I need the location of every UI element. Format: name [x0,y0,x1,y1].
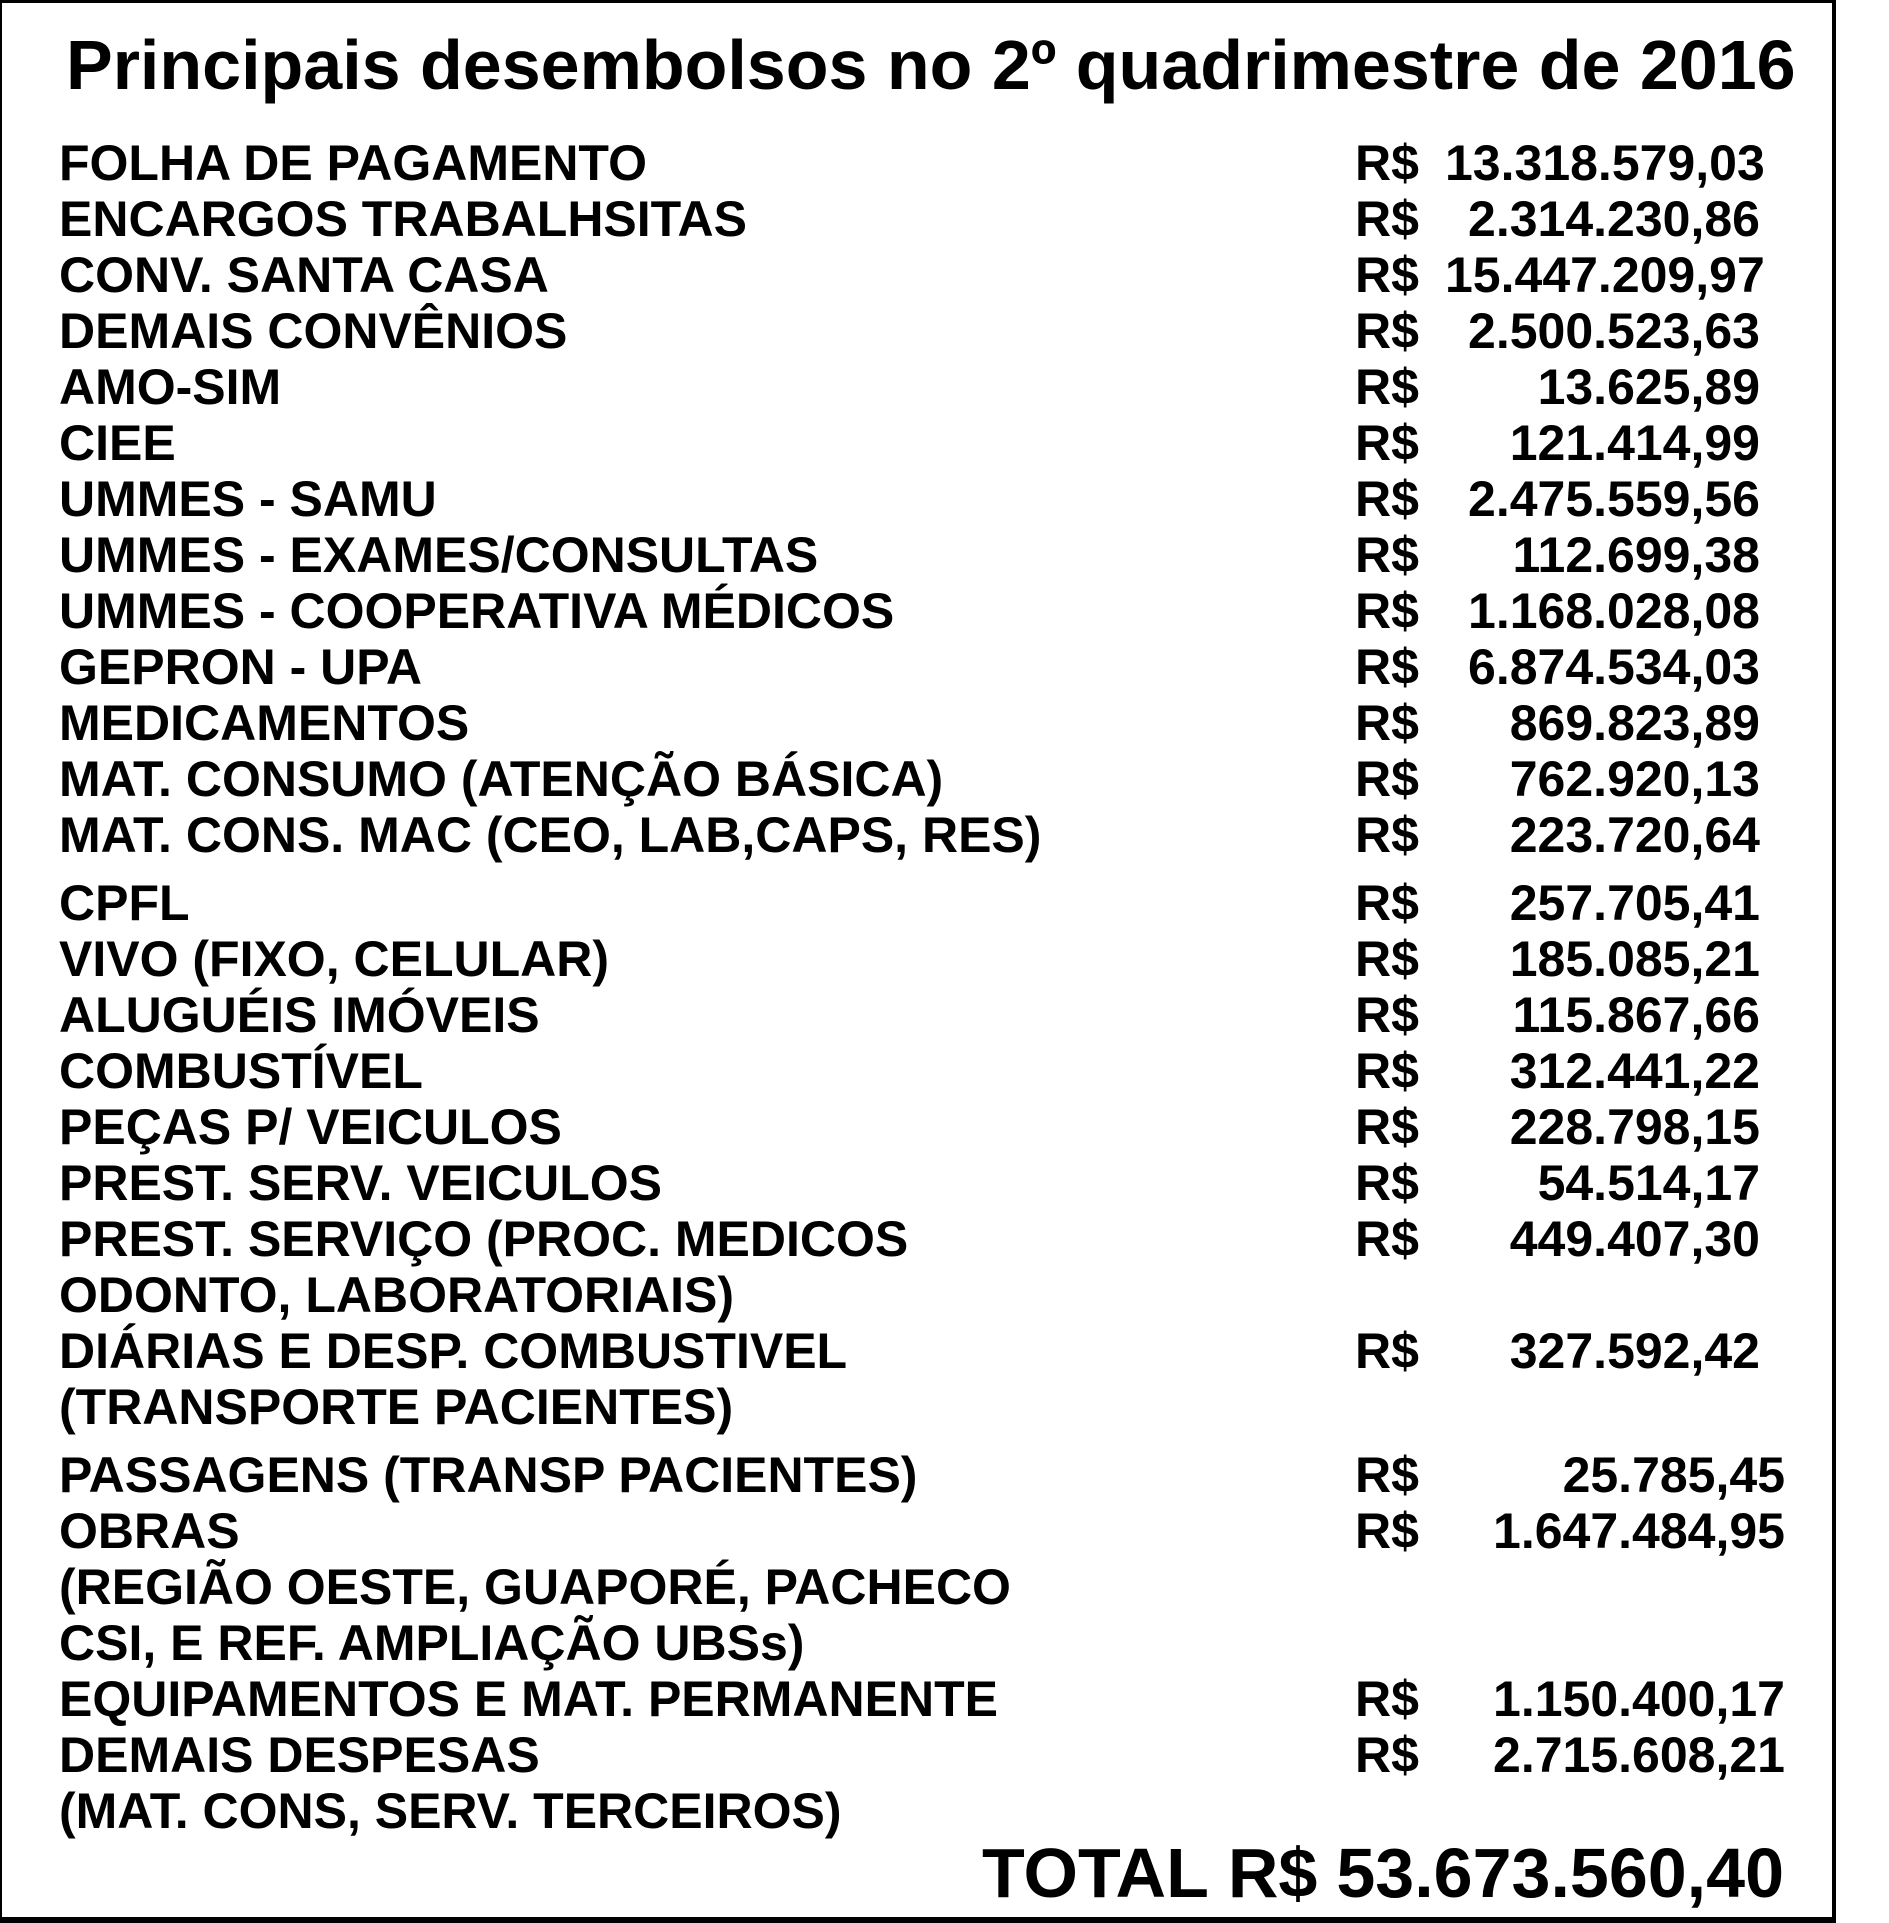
currency-symbol: R$ [1355,875,1419,931]
expense-value: 449.407,30 [1509,1211,1760,1267]
expense-label [59,695,1355,751]
expense-value: 1.168.028,08 [1468,583,1760,639]
currency-symbol: R$ [1355,471,1419,527]
currency-symbol: R$ [1355,1671,1419,1727]
expense-value: 1.647.484,95 [1493,1503,1785,1559]
expense-label-line: CPFL [59,875,190,931]
currency-symbol: R$ [1355,931,1419,987]
currency-symbol: R$ [1355,987,1419,1043]
currency-symbol: R$ [1355,191,1419,247]
expense-label-line: FOLHA DE PAGAMENTO [59,135,647,191]
expense-label [59,247,1355,303]
expense-label-line: GEPRON - UPA [59,639,422,695]
expense-label-line: DEMAIS CONVÊNIOS [59,303,568,359]
expense-label-line: COMBUSTÍVEL [59,1043,423,1099]
expense-value: 121.414,99 [1509,415,1760,471]
expense-label [59,135,1355,191]
expense-value: 1.150.400,17 [1493,1671,1785,1727]
table-row [2,875,1832,931]
expense-label [59,751,1355,807]
currency-symbol: R$ [1355,247,1419,303]
expense-label-line: CIEE [59,415,176,471]
expense-label-line: ENCARGOS TRABALHSITAS [59,191,747,247]
expense-value: 13.625,89 [1537,359,1760,415]
expense-label-line: UMMES - COOPERATIVA MÉDICOS [59,583,895,639]
expense-value: 2.475.559,56 [1468,471,1760,527]
expense-label-line: CSI, E REF. AMPLIAÇÃO UBSs) [59,1615,805,1671]
currency-symbol: R$ [1355,135,1419,191]
expense-label [59,1503,1355,1671]
expense-label [59,1323,1355,1435]
table-row [2,751,1832,807]
expense-label-line: MAT. CONS. MAC (CEO, LAB,CAPS, RES) [59,807,1042,863]
expense-label [59,1099,1355,1155]
table-row [2,247,1832,303]
expense-value: 2.500.523,63 [1468,303,1760,359]
currency-symbol: R$ [1355,1155,1419,1211]
table-row [2,527,1832,583]
expense-value: 25.785,45 [1562,1447,1785,1503]
expense-label-line: PREST. SERVIÇO (PROC. MEDICOS [59,1211,909,1267]
expense-label-line: ALUGUÉIS IMÓVEIS [59,987,540,1043]
currency-symbol: R$ [1355,639,1419,695]
table-row [2,135,1832,191]
expense-value: 13.318.579,03 [1445,135,1765,191]
currency-symbol: R$ [1355,1727,1419,1783]
expense-value: 312.441,22 [1509,1043,1760,1099]
expense-label-line: DIÁRIAS E DESP. COMBUSTIVEL [59,1323,848,1379]
expense-value: 6.874.534,03 [1468,639,1760,695]
expense-value: 2.314.230,86 [1468,191,1760,247]
expense-label [59,1447,1355,1503]
currency-symbol: R$ [1355,1503,1419,1559]
expense-value: 185.085,21 [1509,931,1760,987]
expense-label [59,931,1355,987]
table-row [2,583,1832,639]
expense-label [59,1211,1355,1323]
expense-label-line: DEMAIS DESPESAS [59,1727,540,1783]
expense-value: 228.798,15 [1509,1099,1760,1155]
currency-symbol: R$ [1355,807,1419,863]
table-row [2,1323,1832,1435]
expense-label [59,875,1355,931]
expense-label-line: (TRANSPORTE PACIENTES) [59,1379,734,1435]
expense-value: 115.867,66 [1512,987,1760,1043]
expense-label [59,1043,1355,1099]
table-row [2,1503,1832,1671]
total-row [2,1833,1832,1913]
currency-symbol: R$ [1355,1323,1419,1379]
expense-label-line: PREST. SERV. VEICULOS [59,1155,662,1211]
expense-label [59,639,1355,695]
expense-value: 223.720,64 [1509,807,1760,863]
expense-label [59,1155,1355,1211]
expense-label-line: OBRAS [59,1503,240,1559]
table-row [2,639,1832,695]
expense-label-line: EQUIPAMENTOS E MAT. PERMANENTE [59,1671,998,1727]
expense-value: 2.715.608,21 [1493,1727,1785,1783]
expense-label [59,303,1355,359]
expense-value: 54.514,17 [1537,1155,1760,1211]
page-title: Principais desembolsos no 2º quadrimestre de 2016 [66,26,1796,104]
table-row [2,471,1832,527]
expense-value: 15.447.209,97 [1445,247,1765,303]
table-row [2,931,1832,987]
expense-label-line: MAT. CONSUMO (ATENÇÃO BÁSICA) [59,751,944,807]
expense-label-line: PASSAGENS (TRANSP PACIENTES) [59,1447,918,1503]
currency-symbol: R$ [1355,359,1419,415]
expense-label [59,1727,1355,1839]
expense-label [59,415,1355,471]
expense-value: 112.699,38 [1512,527,1760,583]
expense-label [59,527,1355,583]
total-currency: R$ [1227,1834,1318,1912]
expense-value: 327.592,42 [1509,1323,1760,1379]
currency-symbol: R$ [1355,583,1419,639]
expense-label-line: UMMES - EXAMES/CONSULTAS [59,527,819,583]
expense-label [59,987,1355,1043]
currency-symbol: R$ [1355,303,1419,359]
table-row [2,987,1832,1043]
expense-label [59,359,1355,415]
table-row [2,807,1832,863]
expense-label [59,807,1355,863]
expense-table [2,135,1832,1839]
expense-value: 869.823,89 [1509,695,1760,751]
expense-label-line: VIVO (FIXO, CELULAR) [59,931,609,987]
currency-symbol: R$ [1355,1211,1419,1267]
table-row [2,1155,1832,1211]
expense-label-line: MEDICAMENTOS [59,695,470,751]
currency-symbol: R$ [1355,1447,1419,1503]
expense-label [59,1671,1355,1727]
table-row [2,1727,1832,1839]
expense-label-line: ODONTO, LABORATORIAIS) [59,1267,734,1323]
table-row [2,303,1832,359]
currency-symbol: R$ [1355,415,1419,471]
table-row [2,191,1832,247]
expense-label-line: (REGIÃO OESTE, GUAPORÉ, PACHECO [59,1559,1011,1615]
table-row [2,359,1832,415]
total-value: 53.673.560,40 [1336,1834,1784,1912]
currency-symbol: R$ [1355,751,1419,807]
table-row [2,1211,1832,1323]
currency-symbol: R$ [1355,1043,1419,1099]
currency-symbol: R$ [1355,695,1419,751]
expense-value: 257.705,41 [1509,875,1760,931]
table-row [2,1043,1832,1099]
table-row [2,1447,1832,1503]
expense-label-line: UMMES - SAMU [59,471,437,527]
expense-label-line: AMO-SIM [59,359,282,415]
expense-label [59,471,1355,527]
expense-label-line: (MAT. CONS, SERV. TERCEIROS) [59,1783,842,1839]
expense-label-line: CONV. SANTA CASA [59,247,549,303]
expense-label-line: PEÇAS P/ VEICULOS [59,1099,562,1155]
table-row [2,1671,1832,1727]
expense-label [59,583,1355,639]
currency-symbol: R$ [1355,1099,1419,1155]
table-row [2,1099,1832,1155]
expense-value: 762.920,13 [1509,751,1760,807]
currency-symbol: R$ [1355,527,1419,583]
expense-label [59,191,1355,247]
table-row [2,695,1832,751]
total-label: TOTAL [982,1834,1209,1912]
table-row [2,415,1832,471]
